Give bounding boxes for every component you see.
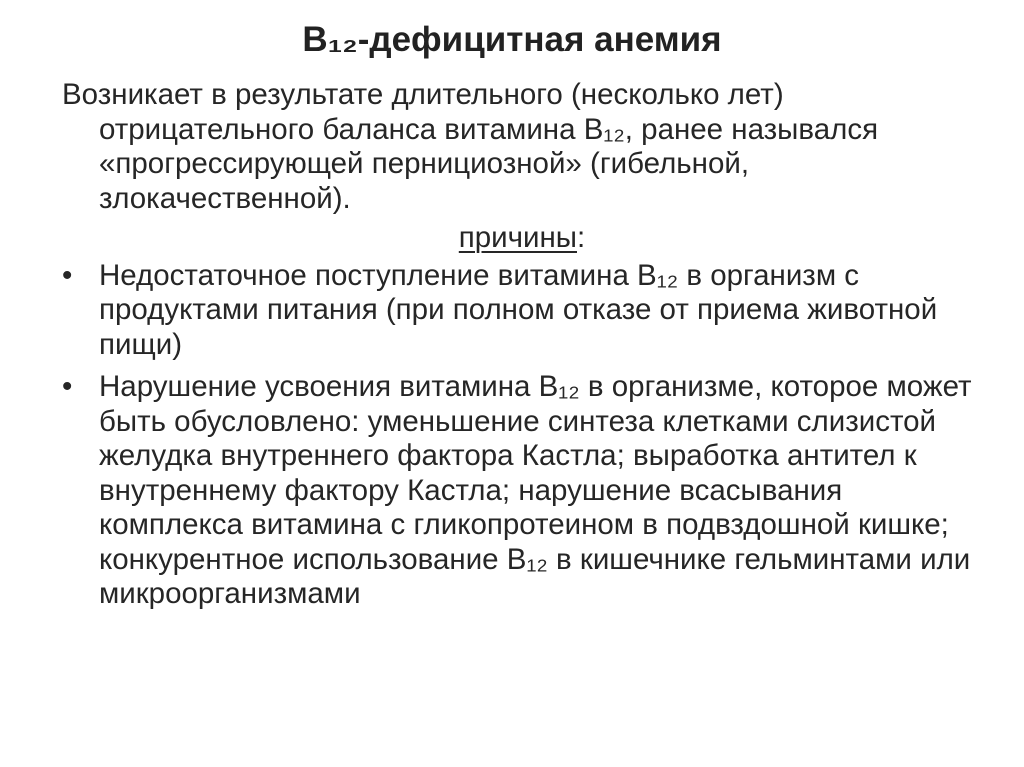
list-item-text: Недостаточное поступление витамина B₁₂ в организм с продуктами питания (при полном отказе от приема животной пищи) (99, 258, 938, 361)
causes-heading-text: причины (458, 221, 577, 254)
slide-content (62, 78, 982, 620)
bullet-icon: • (62, 370, 73, 403)
causes-heading-colon: : (577, 221, 586, 254)
slide-title: B₁₂-дефицитная анемия (302, 20, 722, 59)
causes-heading (62, 221, 982, 256)
list-item-text: Нарушение усвоения витамина B₁₂ в организме, которое может быть обусловлено: уменьшение синтеза клетками слизистой желудка внутреннего фактора Кастла; выработка антител к внутреннему фактору Кастла; нарушение всасывания комплекса витамина с гликопротеином в подвздошной кишке; конкурентное использование B₁₂ в кишечнике гельминтами или микроорганизмами (99, 370, 972, 610)
list-item (62, 370, 982, 612)
bullet-icon: • (62, 258, 73, 292)
list-item (62, 259, 982, 363)
causes-list (62, 259, 982, 612)
intro-paragraph: Возникает в результате длительного (несколько лет) отрицательного баланса витамина B₁₂, ранее назывался «прогрессирующей пернициозной» (гибельной, злокачественной). (62, 78, 879, 215)
